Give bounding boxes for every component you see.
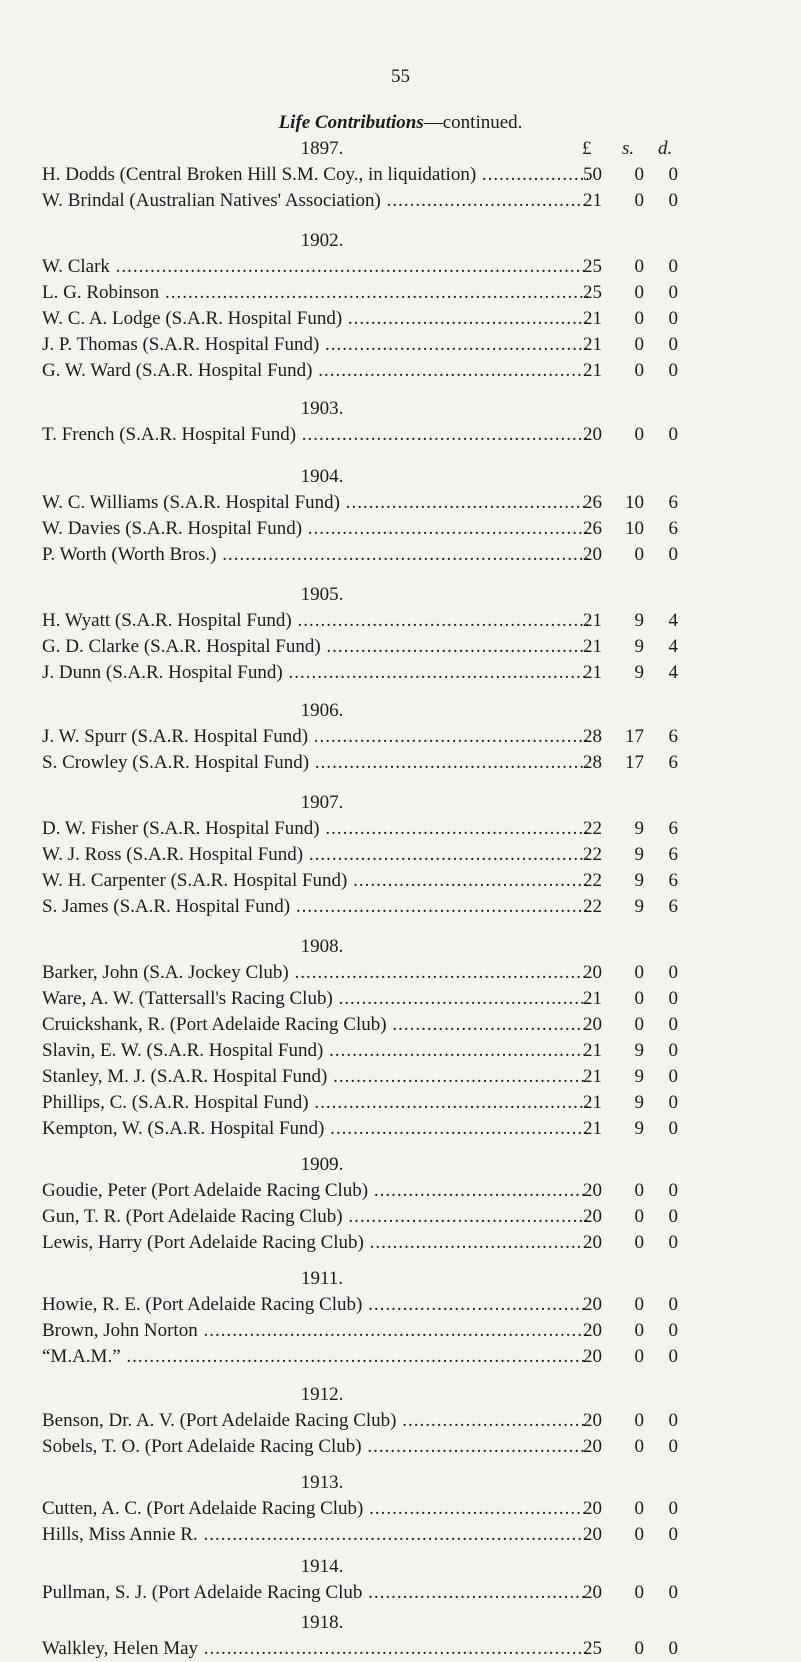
amount-shillings: 9 — [634, 662, 644, 683]
amount-pounds: 21 — [583, 334, 602, 355]
contribution-row — [42, 986, 762, 1012]
amount-shillings: 0 — [634, 544, 644, 565]
contributor-name — [42, 1434, 588, 1460]
amount-pence: 0 — [668, 1294, 678, 1315]
amount-pence: 0 — [668, 1180, 678, 1201]
contribution-row — [42, 516, 762, 542]
year-section — [42, 396, 762, 448]
contributor-name — [42, 516, 588, 542]
contributor-name — [42, 332, 588, 358]
contributor-name — [42, 162, 588, 188]
contributor-name-text: G. D. Clarke (S.A.R. Hospital Fund) — [42, 636, 321, 657]
amount-shillings: 9 — [634, 636, 644, 657]
year-label: 1897. — [300, 138, 344, 159]
amount-shillings: 0 — [634, 1206, 644, 1227]
amount-shillings: 0 — [634, 1294, 644, 1315]
contributor-name-text: W. C. Williams (S.A.R. Hospital Fund) — [42, 492, 340, 513]
amount-pounds: 25 — [583, 282, 602, 303]
amount-pounds: 20 — [583, 1410, 602, 1431]
amount-pence: 0 — [668, 1118, 678, 1139]
contribution-row — [42, 634, 762, 660]
contributor-name-text: W. Brindal (Australian Natives' Association) — [42, 190, 381, 211]
contributor-name-text: T. French (S.A.R. Hospital Fund) — [42, 424, 297, 445]
contributor-name-text: J. W. Spurr (S.A.R. Hospital Fund) — [42, 726, 309, 747]
contribution-row — [42, 1090, 762, 1116]
amount-pence: 0 — [668, 334, 678, 355]
amount-pence: 0 — [668, 1346, 678, 1367]
contributor-name-text: Goudie, Peter (Port Adelaide Racing Club) — [42, 1180, 369, 1201]
contributor-name-text: H. Dodds (Central Broken Hill S.M. Coy., in liquidation) — [42, 164, 477, 185]
amount-shillings: 9 — [634, 1040, 644, 1061]
contributor-name-text: Kempton, W. (S.A.R. Hospital Fund) — [42, 1118, 325, 1139]
contribution-row — [42, 960, 762, 986]
currency-header-pence: d. — [658, 138, 673, 159]
year-heading — [42, 698, 762, 724]
contributor-name-text: Brown, John Norton — [42, 1320, 198, 1341]
contributor-name-text: D. W. Fisher (S.A.R. Hospital Fund) — [42, 818, 320, 839]
amount-pounds: 21 — [583, 636, 602, 657]
contributor-name — [42, 1038, 588, 1064]
contribution-row — [42, 1408, 762, 1434]
contribution-row — [42, 1292, 762, 1318]
year-label: 1908. — [300, 936, 344, 957]
amount-pounds: 21 — [583, 988, 602, 1009]
amount-shillings: 9 — [634, 610, 644, 631]
contribution-row — [42, 816, 762, 842]
contributor-name — [42, 1090, 588, 1116]
amount-pounds: 25 — [583, 256, 602, 277]
year-section — [42, 698, 762, 776]
amount-pounds: 20 — [583, 1498, 602, 1519]
year-label: 1918. — [300, 1612, 344, 1633]
running-head — [0, 112, 801, 134]
contributor-name — [42, 750, 588, 776]
year-label: 1913. — [300, 1472, 344, 1493]
year-section — [42, 1470, 762, 1548]
contributor-name-text: W. Clark — [42, 256, 110, 277]
amount-shillings: 0 — [634, 424, 644, 445]
contributor-name — [42, 1178, 588, 1204]
year-heading — [42, 1152, 762, 1178]
contributor-name-text: Benson, Dr. A. V. (Port Adelaide Racing Club) — [42, 1410, 397, 1431]
contributor-name-text: Hills, Miss Annie R. — [42, 1524, 198, 1545]
contributor-name — [42, 280, 588, 306]
contribution-row — [42, 280, 762, 306]
contributor-name — [42, 1636, 588, 1662]
amount-pence: 0 — [668, 962, 678, 983]
contribution-row — [42, 724, 762, 750]
contribution-row — [42, 868, 762, 894]
year-heading — [42, 228, 762, 254]
amount-pence: 0 — [668, 282, 678, 303]
contributor-name — [42, 960, 588, 986]
amount-shillings: 9 — [634, 818, 644, 839]
amount-pence: 6 — [668, 492, 678, 513]
amount-pence: 4 — [668, 636, 678, 657]
contributor-name — [42, 660, 588, 686]
contributor-name — [42, 634, 588, 660]
contribution-row — [42, 188, 762, 214]
amount-shillings: 0 — [634, 360, 644, 381]
amount-pounds: 21 — [583, 308, 602, 329]
year-heading — [42, 396, 762, 422]
contribution-row — [42, 358, 762, 384]
amount-shillings: 9 — [634, 1118, 644, 1139]
year-label: 1909. — [300, 1154, 344, 1175]
amount-shillings: 9 — [634, 896, 644, 917]
amount-pence: 0 — [668, 1232, 678, 1253]
amount-pence: 0 — [668, 1066, 678, 1087]
amount-pounds: 22 — [583, 818, 602, 839]
amount-pence: 0 — [668, 360, 678, 381]
contributor-name — [42, 816, 588, 842]
amount-shillings: 0 — [634, 1498, 644, 1519]
contributor-name-text: W. H. Carpenter (S.A.R. Hospital Fund) — [42, 870, 348, 891]
amount-shillings: 0 — [634, 1582, 644, 1603]
currency-header-shillings: s. — [622, 138, 635, 159]
amount-pounds: 21 — [583, 1040, 602, 1061]
contributor-name-text: W. J. Ross (S.A.R. Hospital Fund) — [42, 844, 304, 865]
amount-shillings: 0 — [634, 988, 644, 1009]
contribution-row — [42, 1038, 762, 1064]
contributor-name — [42, 1230, 588, 1256]
year-heading — [42, 1266, 762, 1292]
year-section — [42, 228, 762, 384]
year-label: 1904. — [300, 466, 344, 487]
contribution-row — [42, 254, 762, 280]
contribution-row — [42, 1318, 762, 1344]
amount-pence: 6 — [668, 844, 678, 865]
amount-pounds: 20 — [583, 1346, 602, 1367]
amount-pence: 0 — [668, 1320, 678, 1341]
contribution-row — [42, 1344, 762, 1370]
amount-shillings: 0 — [634, 334, 644, 355]
amount-pounds: 21 — [583, 1092, 602, 1113]
amount-pence: 0 — [668, 190, 678, 211]
contributor-name-text: J. Dunn (S.A.R. Hospital Fund) — [42, 662, 283, 683]
contributor-name — [42, 1012, 588, 1038]
contributor-name — [42, 608, 588, 634]
amount-pounds: 25 — [583, 1638, 602, 1659]
amount-shillings: 0 — [634, 1232, 644, 1253]
running-head-suffix: —continued. — [423, 112, 523, 133]
contribution-row — [42, 1580, 762, 1606]
contributor-name — [42, 422, 588, 448]
contributor-name — [42, 1344, 588, 1370]
amount-pence: 0 — [668, 544, 678, 565]
contributor-name — [42, 986, 588, 1012]
contributor-name-text: L. G. Robinson — [42, 282, 160, 303]
contribution-row — [42, 750, 762, 776]
contributor-name-text: Lewis, Harry (Port Adelaide Racing Club) — [42, 1232, 364, 1253]
contribution-row — [42, 1204, 762, 1230]
contributor-name — [42, 358, 588, 384]
contribution-row — [42, 332, 762, 358]
contribution-row — [42, 490, 762, 516]
amount-pence: 0 — [668, 1638, 678, 1659]
amount-pounds: 50 — [583, 164, 602, 185]
amount-pounds: 20 — [583, 1436, 602, 1457]
contribution-row — [42, 306, 762, 332]
contribution-row — [42, 1064, 762, 1090]
amount-pence: 0 — [668, 1410, 678, 1431]
year-heading — [42, 790, 762, 816]
amount-pounds: 21 — [583, 1066, 602, 1087]
amount-pounds: 20 — [583, 962, 602, 983]
year-heading — [42, 1610, 762, 1636]
amount-pence: 0 — [668, 1206, 678, 1227]
year-heading — [42, 464, 762, 490]
year-label: 1906. — [300, 700, 344, 721]
amount-pounds: 21 — [583, 190, 602, 211]
amount-shillings: 0 — [634, 256, 644, 277]
year-label: 1903. — [300, 398, 344, 419]
year-section — [42, 582, 762, 686]
contributor-name-text: Gun, T. R. (Port Adelaide Racing Club) — [42, 1206, 343, 1227]
amount-pounds: 26 — [583, 518, 602, 539]
contributor-name — [42, 188, 588, 214]
contributor-name-text: G. W. Ward (S.A.R. Hospital Fund) — [42, 360, 313, 381]
contributor-name — [42, 1408, 588, 1434]
contributor-name-text: Cruickshank, R. (Port Adelaide Racing Club) — [42, 1014, 387, 1035]
amount-pence: 0 — [668, 164, 678, 185]
year-section — [42, 790, 762, 920]
contributor-name — [42, 1292, 588, 1318]
contribution-row — [42, 1522, 762, 1548]
contributor-name — [42, 1522, 588, 1548]
amount-shillings: 10 — [625, 518, 644, 539]
contributor-name-text: “M.A.M.” — [42, 1346, 121, 1367]
amount-pence: 6 — [668, 870, 678, 891]
contribution-row — [42, 1496, 762, 1522]
year-heading — [42, 136, 762, 162]
contributor-name — [42, 1064, 588, 1090]
contributor-name — [42, 868, 588, 894]
contribution-row — [42, 422, 762, 448]
contribution-row — [42, 1178, 762, 1204]
amount-pence: 0 — [668, 308, 678, 329]
year-section — [42, 1152, 762, 1256]
amount-pence: 0 — [668, 1524, 678, 1545]
amount-shillings: 9 — [634, 1092, 644, 1113]
contributor-name-text: Pullman, S. J. (Port Adelaide Racing Club — [42, 1582, 363, 1603]
amount-pounds: 26 — [583, 492, 602, 513]
amount-pounds: 20 — [583, 1294, 602, 1315]
contributions-list — [42, 136, 762, 1662]
running-head-title: Life Contributions — [278, 112, 424, 133]
amount-pence: 4 — [668, 610, 678, 631]
year-heading — [42, 1470, 762, 1496]
contributor-name — [42, 490, 588, 516]
contribution-row — [42, 1636, 762, 1662]
amount-shillings: 0 — [634, 1014, 644, 1035]
amount-shillings: 0 — [634, 164, 644, 185]
amount-pounds: 28 — [583, 726, 602, 747]
contributor-name-text: Stanley, M. J. (S.A.R. Hospital Fund) — [42, 1066, 328, 1087]
year-section — [42, 1266, 762, 1370]
amount-pence: 0 — [668, 1436, 678, 1457]
year-heading — [42, 582, 762, 608]
contributor-name — [42, 306, 588, 332]
contributor-name-text: Slavin, E. W. (S.A.R. Hospital Fund) — [42, 1040, 324, 1061]
amount-pence: 0 — [668, 1014, 678, 1035]
contribution-row — [42, 894, 762, 920]
amount-shillings: 0 — [634, 1524, 644, 1545]
amount-pence: 4 — [668, 662, 678, 683]
amount-pounds: 20 — [583, 1232, 602, 1253]
year-label: 1905. — [300, 584, 344, 605]
amount-pounds: 22 — [583, 896, 602, 917]
amount-shillings: 0 — [634, 1436, 644, 1457]
page-number: 55 — [391, 66, 410, 87]
contribution-row — [42, 608, 762, 634]
contributor-name — [42, 1496, 588, 1522]
amount-shillings: 0 — [634, 190, 644, 211]
amount-pounds: 21 — [583, 1118, 602, 1139]
amount-shillings: 0 — [634, 1320, 644, 1341]
contributor-name-text: H. Wyatt (S.A.R. Hospital Fund) — [42, 610, 292, 631]
amount-pounds: 22 — [583, 844, 602, 865]
amount-shillings: 0 — [634, 962, 644, 983]
contributor-name-text: Howie, R. E. (Port Adelaide Racing Club) — [42, 1294, 363, 1315]
amount-pence: 0 — [668, 1498, 678, 1519]
contributor-name-text: Phillips, C. (S.A.R. Hospital Fund) — [42, 1092, 309, 1113]
amount-pence: 6 — [668, 896, 678, 917]
contributor-name — [42, 1204, 588, 1230]
amount-pounds: 21 — [583, 662, 602, 683]
contributor-name-text: Ware, A. W. (Tattersall's Racing Club) — [42, 988, 333, 1009]
year-section — [42, 934, 762, 1142]
contribution-row — [42, 542, 762, 568]
contribution-row — [42, 1230, 762, 1256]
year-section — [42, 1610, 762, 1662]
amount-pence: 0 — [668, 256, 678, 277]
currency-header-pounds: £ — [582, 138, 592, 159]
contributor-name-text: P. Worth (Worth Bros.) — [42, 544, 217, 565]
contributor-name — [42, 1116, 588, 1142]
year-label: 1914. — [300, 1556, 344, 1577]
contributor-name-text: Sobels, T. O. (Port Adelaide Racing Club) — [42, 1436, 362, 1457]
amount-shillings: 9 — [634, 844, 644, 865]
amount-pence: 0 — [668, 1040, 678, 1061]
year-label: 1907. — [300, 792, 344, 813]
contributor-name — [42, 542, 588, 568]
contributor-name-text: S. Crowley (S.A.R. Hospital Fund) — [42, 752, 310, 773]
amount-shillings: 0 — [634, 1346, 644, 1367]
amount-pounds: 20 — [583, 1180, 602, 1201]
contributor-name-text: W. C. A. Lodge (S.A.R. Hospital Fund) — [42, 308, 343, 329]
contributor-name-text: Cutten, A. C. (Port Adelaide Racing Club) — [42, 1498, 364, 1519]
year-heading — [42, 934, 762, 960]
contributor-name — [42, 1318, 588, 1344]
amount-shillings: 9 — [634, 870, 644, 891]
amount-shillings: 0 — [634, 1180, 644, 1201]
amount-pence: 6 — [668, 518, 678, 539]
amount-pounds: 22 — [583, 870, 602, 891]
contribution-row — [42, 1434, 762, 1460]
contribution-row — [42, 1116, 762, 1142]
contributor-name — [42, 1580, 588, 1606]
amount-pence: 0 — [668, 424, 678, 445]
amount-shillings: 0 — [634, 282, 644, 303]
contributor-name-text: Barker, John (S.A. Jockey Club) — [42, 962, 289, 983]
amount-shillings: 17 — [625, 752, 644, 773]
contributor-name-text: J. P. Thomas (S.A.R. Hospital Fund) — [42, 334, 320, 355]
amount-pounds: 20 — [583, 1206, 602, 1227]
amount-pounds: 20 — [583, 1524, 602, 1545]
amount-pounds: 21 — [583, 360, 602, 381]
year-section — [42, 136, 762, 214]
amount-pounds: 20 — [583, 544, 602, 565]
amount-pence: 0 — [668, 1582, 678, 1603]
amount-shillings: 0 — [634, 1410, 644, 1431]
amount-pounds: 21 — [583, 610, 602, 631]
year-heading — [42, 1382, 762, 1408]
amount-pence: 6 — [668, 726, 678, 747]
amount-pounds: 20 — [583, 424, 602, 445]
contribution-row — [42, 1012, 762, 1038]
amount-shillings: 0 — [634, 1638, 644, 1659]
contributor-name — [42, 842, 588, 868]
contribution-row — [42, 660, 762, 686]
contributor-name — [42, 894, 588, 920]
contribution-row — [42, 842, 762, 868]
contribution-row — [42, 162, 762, 188]
amount-pence: 0 — [668, 1092, 678, 1113]
contributor-name — [42, 724, 588, 750]
amount-pence: 6 — [668, 752, 678, 773]
amount-pence: 6 — [668, 818, 678, 839]
contributor-name — [42, 254, 588, 280]
year-section — [42, 1554, 762, 1606]
year-label: 1911. — [300, 1268, 344, 1289]
amount-shillings: 0 — [634, 308, 644, 329]
amount-pounds: 20 — [583, 1582, 602, 1603]
amount-shillings: 17 — [625, 726, 644, 747]
year-heading — [42, 1554, 762, 1580]
amount-shillings: 10 — [625, 492, 644, 513]
contributor-name-text: Walkley, Helen May — [42, 1638, 199, 1659]
year-section — [42, 1382, 762, 1460]
amount-pounds: 28 — [583, 752, 602, 773]
year-label: 1912. — [300, 1384, 344, 1405]
year-section — [42, 464, 762, 568]
contributor-name-text: S. James (S.A.R. Hospital Fund) — [42, 896, 291, 917]
year-label: 1902. — [300, 230, 344, 251]
amount-pounds: 20 — [583, 1320, 602, 1341]
amount-pounds: 20 — [583, 1014, 602, 1035]
amount-shillings: 9 — [634, 1066, 644, 1087]
contributor-name-text: W. Davies (S.A.R. Hospital Fund) — [42, 518, 303, 539]
amount-pence: 0 — [668, 988, 678, 1009]
